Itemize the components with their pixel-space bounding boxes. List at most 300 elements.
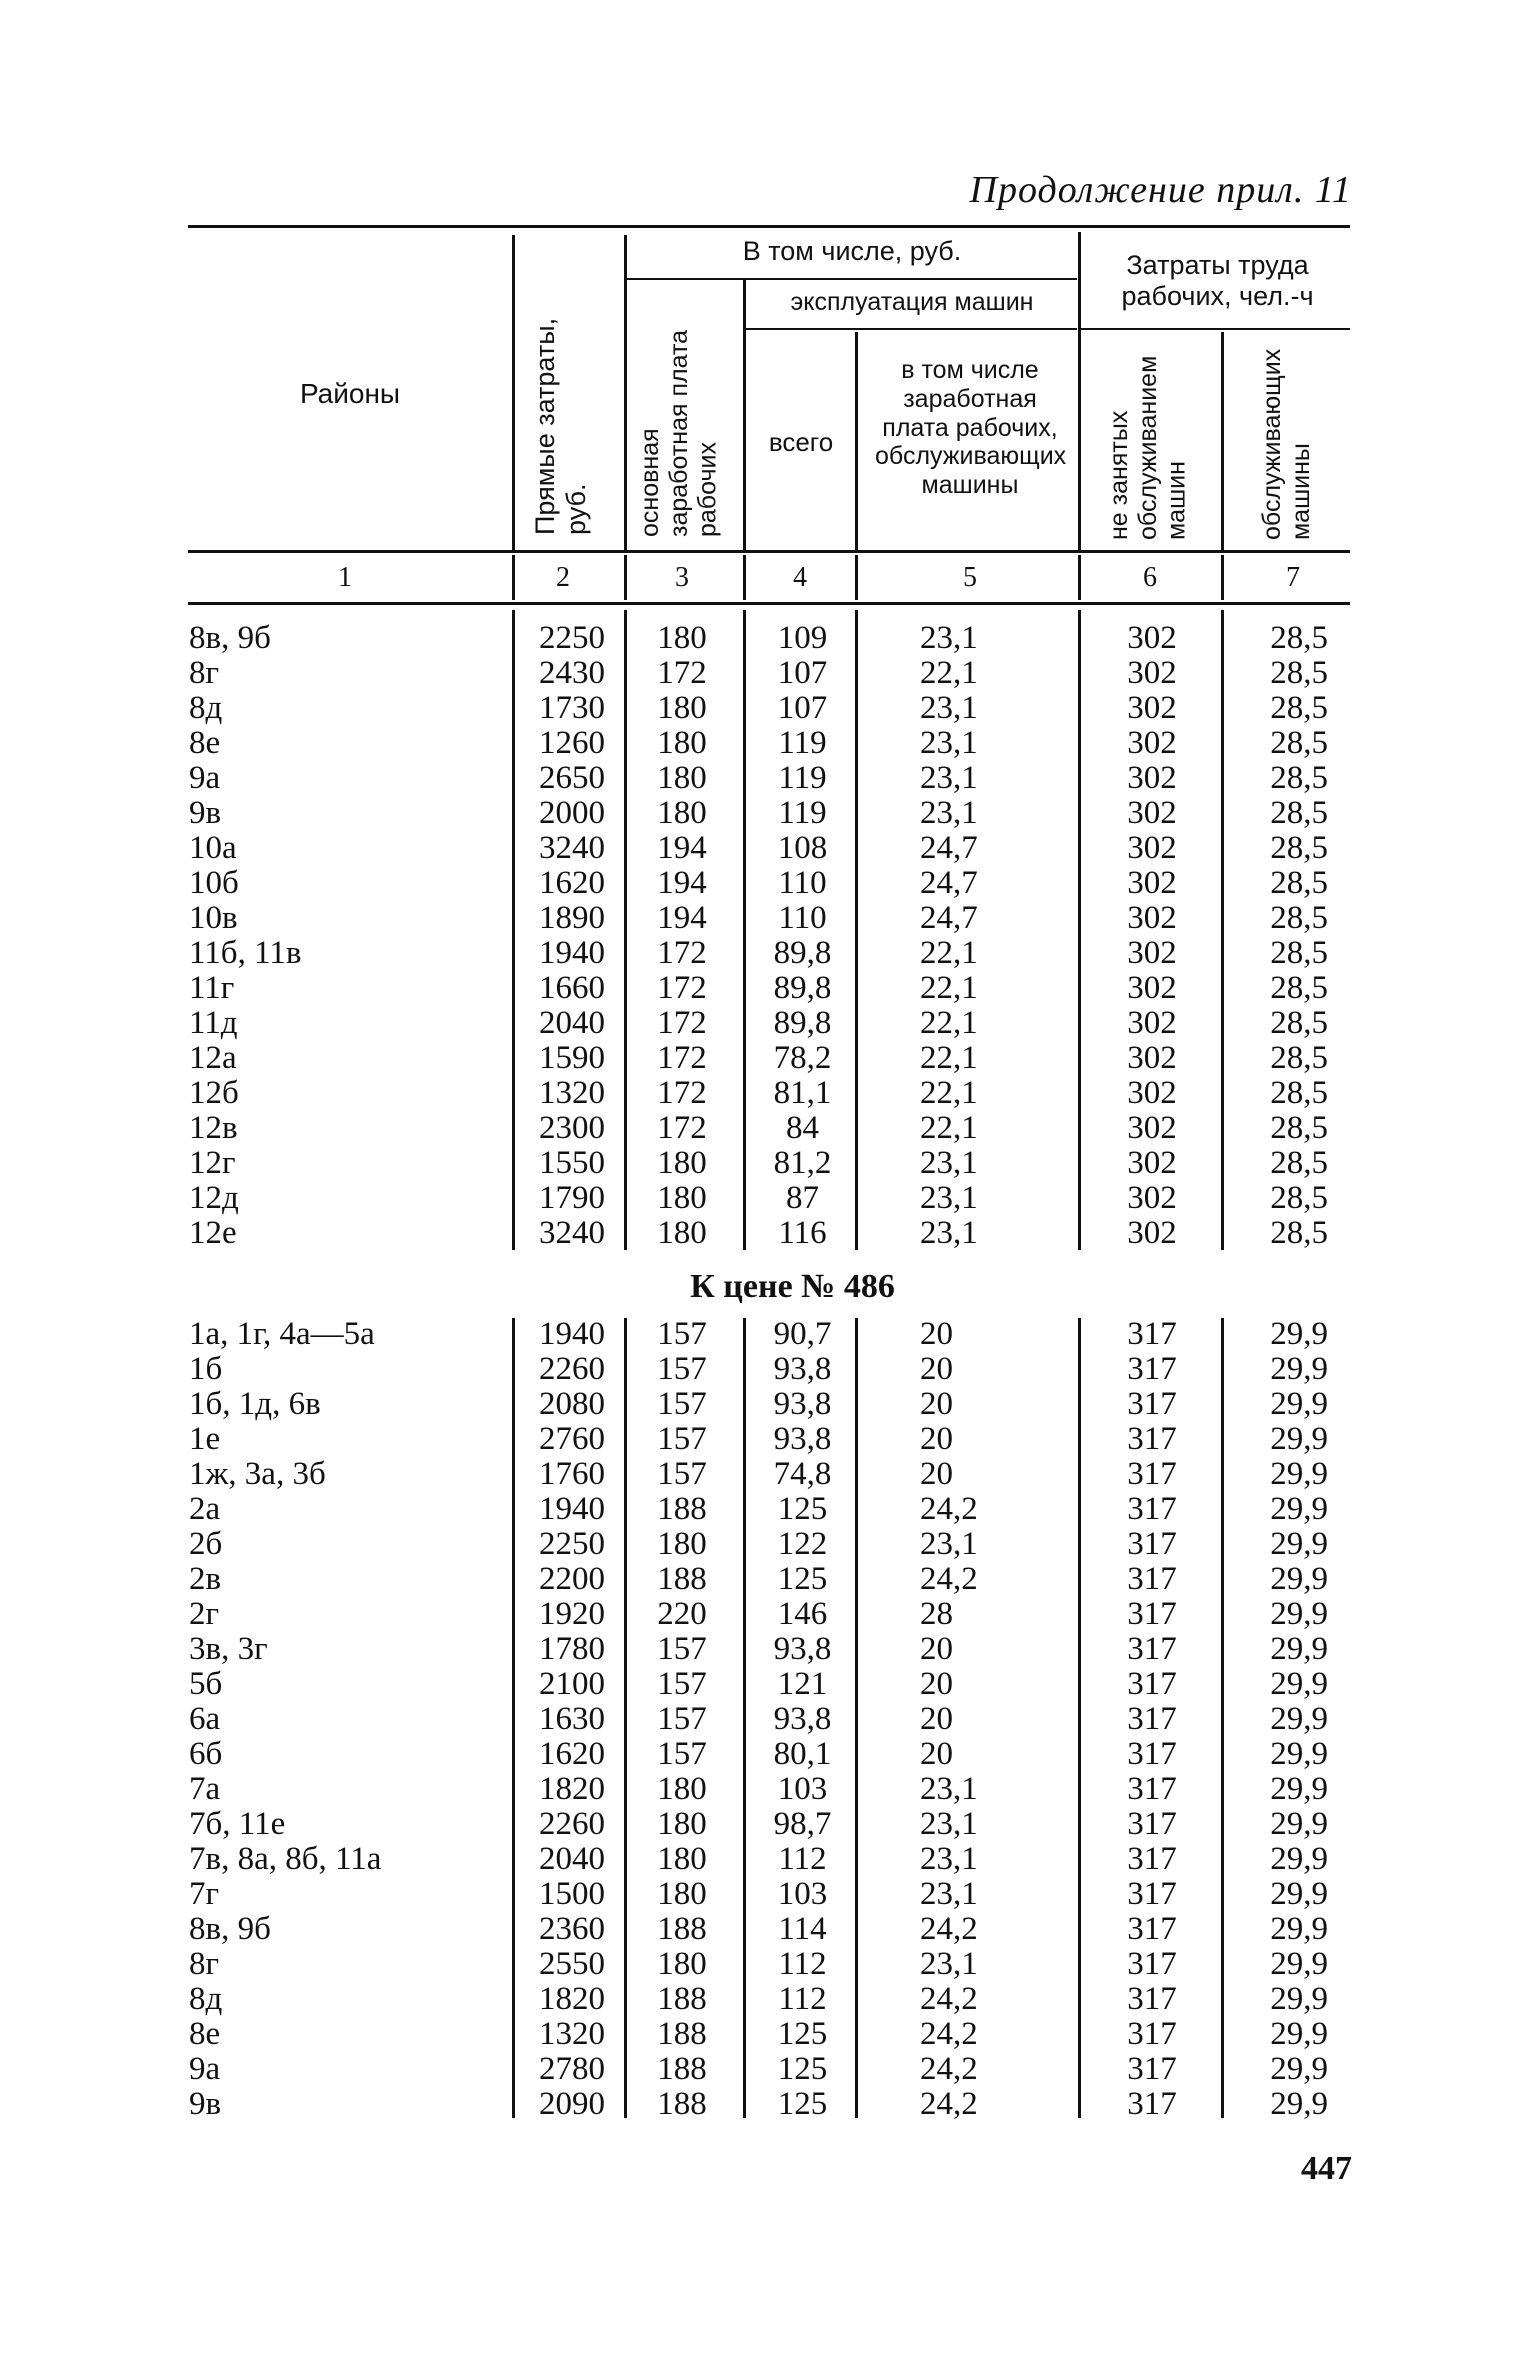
cell-direct-costs: 2650 — [539, 760, 605, 796]
cell-district: 2а — [189, 1491, 221, 1527]
cell-labor-not-machine: 317 — [1127, 2016, 1177, 2052]
cell-district: 8г — [189, 1946, 220, 1982]
cell-district: 1а, 1г, 4а—5а — [189, 1316, 375, 1352]
table-row — [0, 2016, 1535, 2051]
cell-base-wages: 157 — [657, 1351, 707, 1387]
cell-labor-not-machine: 302 — [1127, 1110, 1177, 1146]
section-title: К цене № 486 — [690, 1268, 895, 1305]
cell-labor-machine: 29,9 — [1270, 1876, 1328, 1912]
table-row — [0, 1526, 1535, 1561]
cell-labor-machine: 28,5 — [1270, 795, 1328, 831]
cell-labor-not-machine: 302 — [1127, 970, 1177, 1006]
column-number-3: 3 — [675, 562, 689, 593]
cell-machine-wages: 23,1 — [920, 1946, 978, 1982]
table-row — [0, 1215, 1535, 1250]
table-row — [0, 1666, 1535, 1701]
cell-district: 2г — [189, 1596, 220, 1632]
cell-direct-costs: 1730 — [539, 690, 605, 726]
table-row — [0, 1421, 1535, 1456]
cell-machine-wages: 24,7 — [920, 830, 978, 866]
cell-district: 1ж, 3а, 3б — [189, 1456, 326, 1492]
cell-labor-not-machine: 317 — [1127, 1596, 1177, 1632]
cell-base-wages: 180 — [657, 620, 707, 656]
cell-labor-not-machine: 317 — [1127, 1386, 1177, 1422]
cell-direct-costs: 2360 — [539, 1911, 605, 1947]
cell-labor-not-machine: 302 — [1127, 1215, 1177, 1251]
cell-machine-total: 125 — [777, 1491, 828, 1527]
cell-labor-not-machine: 302 — [1127, 1075, 1177, 1111]
cell-direct-costs: 1790 — [539, 1180, 605, 1216]
cell-machine-wages: 23,1 — [920, 1771, 978, 1807]
cell-base-wages: 180 — [657, 1841, 707, 1877]
cell-district: 12б — [189, 1075, 239, 1111]
cell-labor-not-machine: 302 — [1127, 900, 1177, 936]
cell-labor-machine: 28,5 — [1270, 1005, 1328, 1041]
cell-district: 12г — [189, 1145, 236, 1181]
cell-labor-machine: 29,9 — [1270, 1841, 1328, 1877]
cell-base-wages: 188 — [657, 1491, 707, 1527]
cell-labor-machine: 28,5 — [1270, 1110, 1328, 1146]
table-row — [0, 1631, 1535, 1666]
cell-machine-wages: 20 — [920, 1666, 953, 1702]
cell-base-wages: 157 — [657, 1736, 707, 1772]
cell-base-wages: 172 — [657, 1040, 707, 1076]
cell-base-wages: 180 — [657, 1946, 707, 1982]
cell-district: 6б — [189, 1736, 223, 1772]
cell-district: 9а — [189, 760, 221, 796]
cell-district: 8в, 9б — [189, 620, 271, 656]
table-row — [0, 1561, 1535, 1596]
page-header: Продолжение прил. 11 — [969, 169, 1352, 211]
cell-machine-total: 119 — [778, 795, 827, 831]
cell-base-wages: 172 — [657, 1075, 707, 1111]
colnum-divider-3 — [743, 555, 746, 600]
cell-machine-wages: 24,2 — [920, 1981, 978, 2017]
colnum-divider-1 — [512, 555, 515, 600]
cell-direct-costs: 1940 — [539, 935, 605, 971]
header-not-machine: не занятых обслуживанием машин — [1105, 355, 1191, 540]
table-row — [0, 2086, 1535, 2121]
cell-machine-wages: 23,1 — [920, 1841, 978, 1877]
cell-direct-costs: 1550 — [539, 1145, 605, 1181]
header-machine-operation: эксплуатация машин — [790, 288, 1034, 316]
cell-base-wages: 180 — [657, 1180, 707, 1216]
cell-direct-costs: 1940 — [539, 1491, 605, 1527]
cell-labor-machine: 29,9 — [1270, 1981, 1328, 2017]
cell-base-wages: 180 — [657, 690, 707, 726]
cell-district: 3в, 3г — [189, 1631, 268, 1667]
colnum-divider-2 — [624, 555, 627, 600]
cell-direct-costs: 1620 — [539, 865, 605, 901]
cell-labor-machine: 28,5 — [1270, 900, 1328, 936]
cell-labor-not-machine: 317 — [1127, 1526, 1177, 1562]
cell-labor-not-machine: 317 — [1127, 1736, 1177, 1772]
column-number-1: 1 — [338, 562, 352, 593]
cell-labor-not-machine: 317 — [1127, 1351, 1177, 1387]
cell-direct-costs: 1630 — [539, 1701, 605, 1737]
cell-labor-not-machine: 317 — [1127, 1981, 1177, 2017]
cell-machine-wages: 23,1 — [920, 690, 978, 726]
table-row — [0, 1701, 1535, 1736]
cell-machine-wages: 22,1 — [920, 1005, 978, 1041]
cell-labor-machine: 28,5 — [1270, 970, 1328, 1006]
cell-labor-not-machine: 302 — [1127, 795, 1177, 831]
cell-district: 10в — [189, 900, 238, 936]
cell-base-wages: 157 — [657, 1456, 707, 1492]
table-row — [0, 900, 1535, 935]
cell-district: 11д — [189, 1005, 238, 1041]
cell-machine-total: 107 — [777, 690, 828, 726]
cell-machine-total: 125 — [777, 2016, 828, 2052]
cell-machine-wages: 23,1 — [920, 1145, 978, 1181]
cell-labor-machine: 29,9 — [1270, 2086, 1328, 2122]
cell-district: 8е — [189, 725, 221, 761]
cell-district: 8е — [189, 2016, 221, 2052]
cell-machine-total: 93,8 — [773, 1701, 832, 1737]
cell-labor-not-machine: 302 — [1127, 690, 1177, 726]
cell-machine-total: 84 — [786, 1110, 819, 1146]
cell-direct-costs: 1620 — [539, 1736, 605, 1772]
header-base-wages: основная заработная плата рабочих — [636, 329, 722, 537]
cell-labor-machine: 29,9 — [1270, 1491, 1328, 1527]
cell-base-wages: 180 — [657, 1806, 707, 1842]
cell-district: 8г — [189, 655, 220, 691]
cell-base-wages: 180 — [657, 1526, 707, 1562]
cell-district: 8в, 9б — [189, 1911, 271, 1947]
cell-district: 12в — [189, 1110, 238, 1146]
header-divider-1 — [512, 235, 515, 550]
table-row — [0, 655, 1535, 690]
cell-labor-not-machine: 302 — [1127, 865, 1177, 901]
cell-labor-machine: 29,9 — [1270, 2016, 1328, 2052]
cell-district: 12д — [189, 1180, 239, 1216]
cell-labor-not-machine: 317 — [1127, 1561, 1177, 1597]
cell-base-wages: 157 — [657, 1316, 707, 1352]
cell-base-wages: 172 — [657, 970, 707, 1006]
cell-district: 2б — [189, 1526, 223, 1562]
cell-machine-total: 80,1 — [773, 1736, 832, 1772]
cell-district: 7в, 8а, 8б, 11а — [189, 1841, 382, 1877]
cell-district: 9а — [189, 2051, 221, 2087]
cell-direct-costs: 2200 — [539, 1561, 605, 1597]
cell-labor-not-machine: 302 — [1127, 1145, 1177, 1181]
table-row — [0, 1351, 1535, 1386]
cell-machine-wages: 28 — [920, 1596, 953, 1632]
cell-direct-costs: 1320 — [539, 1075, 605, 1111]
cell-base-wages: 180 — [657, 1145, 707, 1181]
table-row — [0, 1386, 1535, 1421]
cell-base-wages: 157 — [657, 1386, 707, 1422]
cell-machine-wages: 20 — [920, 1701, 953, 1737]
table-row — [0, 760, 1535, 795]
cell-base-wages: 172 — [657, 655, 707, 691]
table-row — [0, 1456, 1535, 1491]
cell-labor-machine: 29,9 — [1270, 2051, 1328, 2087]
table-row — [0, 620, 1535, 655]
cell-base-wages: 188 — [657, 2016, 707, 2052]
cell-machine-wages: 24,2 — [920, 2086, 978, 2122]
cell-labor-machine: 29,9 — [1270, 1911, 1328, 1947]
colnum-bottom-rule — [188, 602, 1350, 605]
cell-machine-total: 74,8 — [773, 1456, 832, 1492]
cell-labor-not-machine: 317 — [1127, 1316, 1177, 1352]
cell-labor-machine: 29,9 — [1270, 1736, 1328, 1772]
table-row — [0, 1040, 1535, 1075]
table-row — [0, 1005, 1535, 1040]
cell-machine-total: 110 — [778, 865, 827, 901]
cell-direct-costs: 1820 — [539, 1771, 605, 1807]
cell-machine-wages: 23,1 — [920, 1876, 978, 1912]
cell-machine-total: 110 — [778, 900, 827, 936]
cell-machine-total: 81,2 — [773, 1145, 832, 1181]
cell-base-wages: 188 — [657, 2051, 707, 2087]
cell-district: 7а — [189, 1771, 221, 1807]
table-row — [0, 1596, 1535, 1631]
cell-labor-machine: 29,9 — [1270, 1316, 1328, 1352]
cell-machine-total: 125 — [777, 2086, 828, 2122]
cell-direct-costs: 1590 — [539, 1040, 605, 1076]
cell-labor-machine: 29,9 — [1270, 1421, 1328, 1457]
page-number: 447 — [1301, 2150, 1352, 2187]
cell-machine-total: 93,8 — [773, 1631, 832, 1667]
table-row — [0, 865, 1535, 900]
table-row — [0, 1981, 1535, 2016]
header-divider-3 — [743, 280, 746, 550]
cell-machine-total: 93,8 — [773, 1386, 832, 1422]
cell-base-wages: 180 — [657, 1771, 707, 1807]
cell-machine-total: 114 — [778, 1911, 827, 1947]
header-bottom-rule — [188, 550, 1350, 553]
cell-labor-not-machine: 317 — [1127, 1701, 1177, 1737]
header-districts: Районы — [299, 378, 401, 409]
cell-labor-not-machine: 302 — [1127, 1040, 1177, 1076]
cell-machine-wages: 20 — [920, 1316, 953, 1352]
header-divider-2 — [624, 235, 627, 550]
cell-base-wages: 172 — [657, 1005, 707, 1041]
cell-district: 9в — [189, 795, 222, 831]
cell-direct-costs: 2090 — [539, 2086, 605, 2122]
table-row — [0, 1316, 1535, 1351]
cell-machine-wages: 24,7 — [920, 900, 978, 936]
cell-district: 5б — [189, 1666, 223, 1702]
cell-machine-total: 89,8 — [773, 1005, 832, 1041]
cell-labor-machine: 28,5 — [1270, 620, 1328, 656]
cell-labor-machine: 28,5 — [1270, 655, 1328, 691]
cell-direct-costs: 1500 — [539, 1876, 605, 1912]
table-row — [0, 1736, 1535, 1771]
cell-direct-costs: 2300 — [539, 1110, 605, 1146]
header-rule-including — [625, 278, 1077, 280]
cell-direct-costs: 3240 — [539, 830, 605, 866]
cell-district: 12а — [189, 1040, 237, 1076]
cell-base-wages: 188 — [657, 1561, 707, 1597]
cell-direct-costs: 2000 — [539, 795, 605, 831]
cell-machine-wages: 23,1 — [920, 1526, 978, 1562]
cell-labor-not-machine: 317 — [1127, 1911, 1177, 1947]
cell-base-wages: 220 — [657, 1596, 707, 1632]
cell-labor-not-machine: 317 — [1127, 1841, 1177, 1877]
header-machine-workers: обслуживающих машины — [1258, 348, 1315, 540]
cell-base-wages: 194 — [657, 900, 707, 936]
column-number-4: 4 — [793, 562, 807, 593]
cell-base-wages: 180 — [657, 725, 707, 761]
cell-base-wages: 172 — [657, 935, 707, 971]
cell-direct-costs: 2080 — [539, 1386, 605, 1422]
table-row — [0, 830, 1535, 865]
cell-labor-machine: 29,9 — [1270, 1456, 1328, 1492]
cell-labor-not-machine: 317 — [1127, 1806, 1177, 1842]
cell-district: 9в — [189, 2086, 222, 2122]
cell-machine-wages: 20 — [920, 1631, 953, 1667]
cell-labor-not-machine: 317 — [1127, 1771, 1177, 1807]
cell-labor-machine: 28,5 — [1270, 830, 1328, 866]
colnum-divider-4 — [855, 555, 858, 600]
cell-labor-machine: 29,9 — [1270, 1526, 1328, 1562]
cell-labor-machine: 28,5 — [1270, 1075, 1328, 1111]
cell-labor-not-machine: 302 — [1127, 620, 1177, 656]
cell-direct-costs: 1660 — [539, 970, 605, 1006]
cell-machine-wages: 22,1 — [920, 970, 978, 1006]
cell-base-wages: 180 — [657, 1215, 707, 1251]
cell-direct-costs: 2430 — [539, 655, 605, 691]
cell-machine-wages: 20 — [920, 1421, 953, 1457]
cell-machine-wages: 23,1 — [920, 620, 978, 656]
cell-district: 8д — [189, 690, 223, 726]
cell-machine-wages: 20 — [920, 1736, 953, 1772]
cell-labor-not-machine: 317 — [1127, 2086, 1177, 2122]
cell-machine-total: 107 — [777, 655, 828, 691]
cell-machine-wages: 23,1 — [920, 1180, 978, 1216]
header-total: всего — [768, 427, 834, 457]
cell-machine-wages: 22,1 — [920, 655, 978, 691]
cell-labor-not-machine: 302 — [1127, 1005, 1177, 1041]
cell-labor-machine: 29,9 — [1270, 1806, 1328, 1842]
cell-machine-total: 119 — [778, 760, 827, 796]
cell-base-wages: 194 — [657, 830, 707, 866]
cell-machine-total: 112 — [778, 1841, 827, 1877]
cell-direct-costs: 1760 — [539, 1456, 605, 1492]
cell-base-wages: 194 — [657, 865, 707, 901]
table-row — [0, 1491, 1535, 1526]
cell-machine-total: 109 — [777, 620, 828, 656]
cell-labor-not-machine: 317 — [1127, 1421, 1177, 1457]
column-number-2: 2 — [556, 562, 570, 593]
cell-base-wages: 157 — [657, 1666, 707, 1702]
cell-direct-costs: 2260 — [539, 1351, 605, 1387]
header-divider-6 — [1221, 332, 1224, 550]
cell-machine-total: 116 — [778, 1215, 827, 1251]
cell-district: 12е — [189, 1215, 237, 1251]
cell-machine-wages: 23,1 — [920, 760, 978, 796]
cell-direct-costs: 2250 — [539, 1526, 605, 1562]
cell-machine-wages: 23,1 — [920, 1215, 978, 1251]
cell-base-wages: 172 — [657, 1110, 707, 1146]
cell-base-wages: 157 — [657, 1421, 707, 1457]
cell-labor-machine: 28,5 — [1270, 1215, 1328, 1251]
cell-machine-wages: 24,2 — [920, 2051, 978, 2087]
cell-labor-not-machine: 317 — [1127, 1631, 1177, 1667]
cell-labor-machine: 29,9 — [1270, 1596, 1328, 1632]
cell-district: 7б, 11е — [189, 1806, 286, 1842]
column-number-5: 5 — [963, 562, 977, 593]
cell-base-wages: 188 — [657, 1981, 707, 2017]
cell-direct-costs: 1320 — [539, 2016, 605, 2052]
header-rule-machines — [745, 328, 1077, 330]
cell-machine-total: 87 — [786, 1180, 819, 1216]
cell-machine-total: 146 — [777, 1596, 828, 1632]
cell-machine-total: 93,8 — [773, 1421, 832, 1457]
cell-labor-not-machine: 317 — [1127, 2051, 1177, 2087]
cell-machine-wages: 22,1 — [920, 1110, 978, 1146]
colnum-divider-6 — [1221, 555, 1224, 600]
header-divider-4 — [855, 332, 858, 550]
cell-base-wages: 180 — [657, 1876, 707, 1912]
cell-machine-total: 119 — [778, 725, 827, 761]
cell-labor-not-machine: 302 — [1127, 725, 1177, 761]
cell-machine-wages: 24,2 — [920, 1561, 978, 1597]
cell-labor-not-machine: 317 — [1127, 1946, 1177, 1982]
cell-machine-wages: 24,7 — [920, 865, 978, 901]
cell-labor-machine: 28,5 — [1270, 760, 1328, 796]
cell-machine-wages: 22,1 — [920, 935, 978, 971]
table-row — [0, 1075, 1535, 1110]
table-row — [0, 1145, 1535, 1180]
cell-machine-total: 108 — [777, 830, 828, 866]
cell-district: 10а — [189, 830, 237, 866]
cell-machine-total: 89,8 — [773, 935, 832, 971]
cell-labor-machine: 29,9 — [1270, 1561, 1328, 1597]
cell-district: 1б, 1д, 6в — [189, 1386, 321, 1422]
cell-machine-wages: 22,1 — [920, 1040, 978, 1076]
cell-labor-machine: 29,9 — [1270, 1771, 1328, 1807]
cell-labor-machine: 28,5 — [1270, 1040, 1328, 1076]
cell-district: 7г — [189, 1876, 220, 1912]
cell-base-wages: 157 — [657, 1701, 707, 1737]
cell-labor-machine: 29,9 — [1270, 1666, 1328, 1702]
cell-labor-machine: 29,9 — [1270, 1946, 1328, 1982]
cell-machine-wages: 22,1 — [920, 1075, 978, 1111]
cell-machine-wages: 23,1 — [920, 725, 978, 761]
table-row — [0, 690, 1535, 725]
cell-machine-total: 112 — [778, 1946, 827, 1982]
cell-district: 8д — [189, 1981, 223, 2017]
cell-labor-machine: 28,5 — [1270, 725, 1328, 761]
cell-machine-wages: 24,2 — [920, 2016, 978, 2052]
cell-machine-total: 93,8 — [773, 1351, 832, 1387]
cell-labor-machine: 29,9 — [1270, 1386, 1328, 1422]
cell-direct-costs: 2550 — [539, 1946, 605, 1982]
cell-machine-wages: 20 — [920, 1386, 953, 1422]
cell-direct-costs: 2100 — [539, 1666, 605, 1702]
cell-base-wages: 157 — [657, 1631, 707, 1667]
cell-labor-not-machine: 317 — [1127, 1456, 1177, 1492]
cell-district: 11б, 11в — [189, 935, 302, 971]
cell-labor-machine: 29,9 — [1270, 1351, 1328, 1387]
table-row — [0, 1806, 1535, 1841]
cell-labor-machine: 28,5 — [1270, 865, 1328, 901]
header-rule-labor — [1080, 328, 1350, 330]
cell-direct-costs: 2760 — [539, 1421, 605, 1457]
cell-machine-total: 78,2 — [773, 1040, 832, 1076]
cell-direct-costs: 2040 — [539, 1005, 605, 1041]
cell-base-wages: 188 — [657, 2086, 707, 2122]
cell-labor-not-machine: 317 — [1127, 1491, 1177, 1527]
cell-direct-costs: 1820 — [539, 1981, 605, 2017]
cell-machine-wages: 24,2 — [920, 1911, 978, 1947]
cell-machine-total: 98,7 — [773, 1806, 832, 1842]
cell-labor-not-machine: 302 — [1127, 830, 1177, 866]
cell-labor-not-machine: 317 — [1127, 1666, 1177, 1702]
